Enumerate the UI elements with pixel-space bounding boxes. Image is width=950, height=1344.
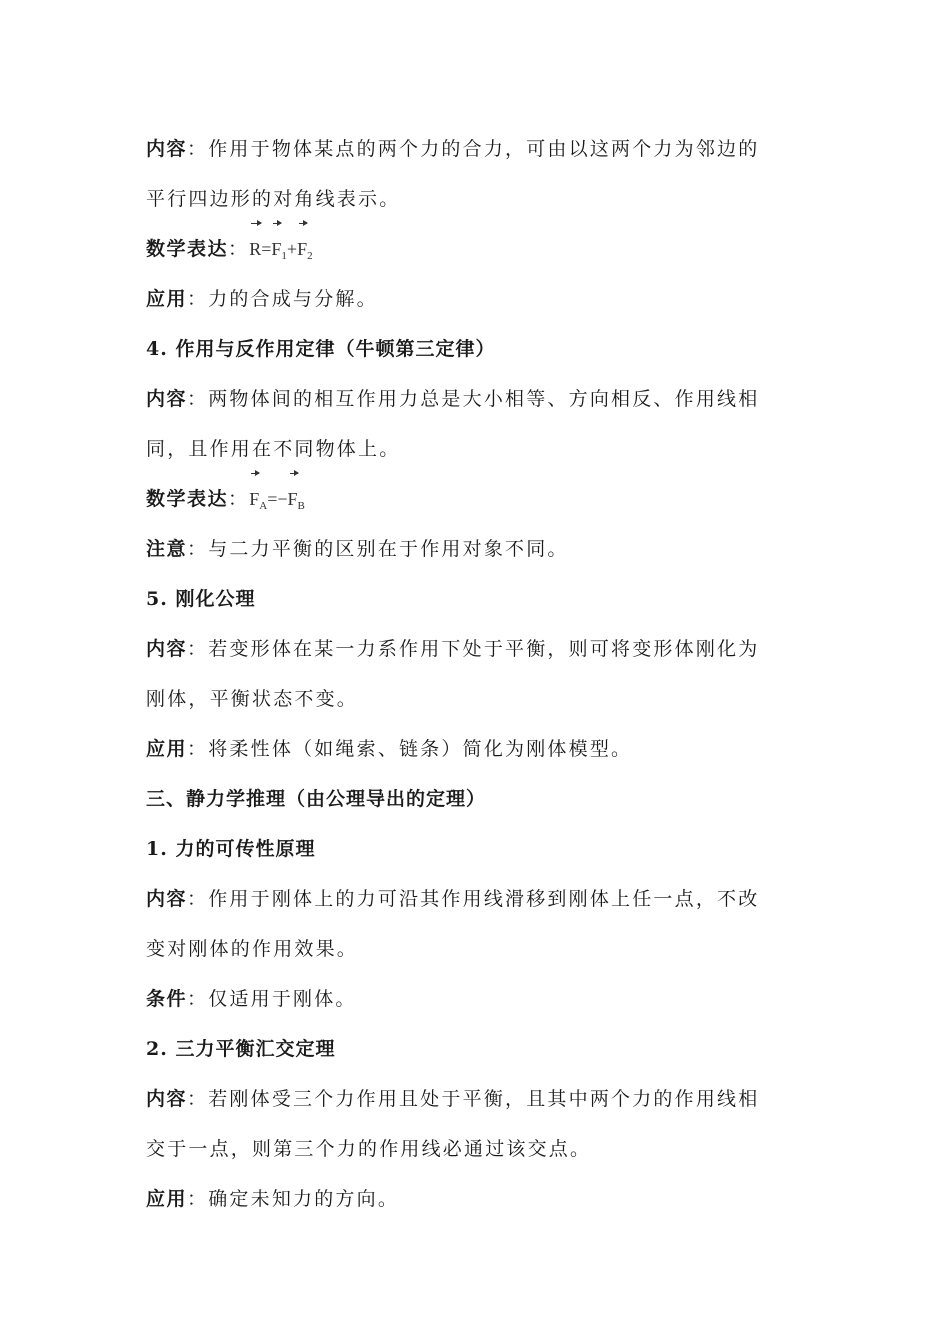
chapter-heading: 三、静力学推理（由公理导出的定理） (146, 788, 487, 810)
line-text: 同，且作用在不同物体上。 (146, 438, 401, 460)
vector-r: R (249, 224, 261, 274)
formula-equals: = (261, 239, 272, 259)
vector-fa: F (249, 474, 259, 524)
text-line (146, 924, 808, 974)
line-text: ： (228, 488, 250, 510)
text-line (146, 1124, 808, 1174)
subscript-a: A (259, 500, 268, 512)
document-page (146, 124, 808, 1224)
vector-fb: F (288, 474, 298, 524)
section-heading: 1. 力的可传性原理 (146, 838, 316, 860)
formula-equals-minus: =− (267, 489, 288, 509)
line-text: 刚体，平衡状态不变。 (146, 688, 359, 710)
text-line (146, 674, 808, 724)
line-text: ：作用于物体某点的两个力的合力，可由以这两个力为邻边的 (187, 138, 760, 160)
content-label: 内容 (146, 138, 188, 160)
line-text: 交于一点，则第三个力的作用线必通过该交点。 (146, 1138, 592, 1160)
text-line (146, 174, 808, 224)
line-text: ：两物体间的相互作用力总是大小相等、方向相反、作用线相 (187, 388, 760, 410)
vector-f2: F (297, 224, 307, 274)
line-text: 变对刚体的作用效果。 (146, 938, 359, 960)
subscript-2: 2 (307, 250, 313, 262)
section-heading: 4. 作用与反作用定律（牛顿第三定律） (146, 338, 496, 360)
text-line (146, 874, 808, 924)
text-line (146, 274, 808, 324)
line-text: ：仅适用于刚体。 (187, 988, 357, 1010)
formula-plus: + (286, 239, 298, 259)
text-line (146, 624, 808, 674)
line-text: ：若刚体受三个力作用且处于平衡，且其中两个力的作用线相 (187, 1088, 760, 1110)
content-label: 内容 (146, 1088, 188, 1110)
line-text: ：作用于刚体上的力可沿其作用线滑移到刚体上任一点，不改 (187, 888, 760, 910)
text-line (146, 424, 808, 474)
text-line (146, 374, 808, 424)
formula-line (146, 474, 808, 524)
action-reaction-formula (249, 489, 305, 512)
subscript-b: B (297, 500, 305, 512)
text-line (146, 724, 808, 774)
line-text: 平行四边形的对角线表示。 (146, 188, 401, 210)
line-text: ： (228, 238, 250, 260)
content-label: 内容 (146, 388, 188, 410)
line-text: ：将柔性体（如绳索、链条）简化为刚体模型。 (187, 738, 633, 760)
application-label: 应用 (146, 1188, 188, 1210)
note-label: 注意 (146, 538, 188, 560)
content-label: 内容 (146, 888, 188, 910)
section-heading: 2. 三力平衡汇交定理 (146, 1038, 336, 1060)
application-label: 应用 (146, 738, 188, 760)
section-heading: 5. 刚化公理 (146, 588, 256, 610)
line-text: ：确定未知力的方向。 (187, 1188, 400, 1210)
line-text: ：与二力平衡的区别在于作用对象不同。 (187, 538, 569, 560)
content-label: 内容 (146, 638, 188, 660)
text-line (146, 974, 808, 1024)
math-expression-label: 数学表达 (146, 488, 229, 510)
text-line (146, 124, 808, 174)
text-line (146, 524, 808, 574)
vector-f1: F (271, 224, 281, 274)
subscript-1: 1 (281, 250, 287, 262)
parallelogram-formula (249, 239, 313, 262)
text-line (146, 1074, 808, 1124)
application-label: 应用 (146, 288, 188, 310)
line-text: ：若变形体在某一力系作用下处于平衡，则可将变形体刚化为 (187, 638, 760, 660)
formula-line (146, 224, 808, 274)
line-text: ：力的合成与分解。 (187, 288, 378, 310)
condition-label: 条件 (146, 988, 188, 1010)
math-expression-label: 数学表达 (146, 238, 229, 260)
text-line (146, 1174, 808, 1224)
